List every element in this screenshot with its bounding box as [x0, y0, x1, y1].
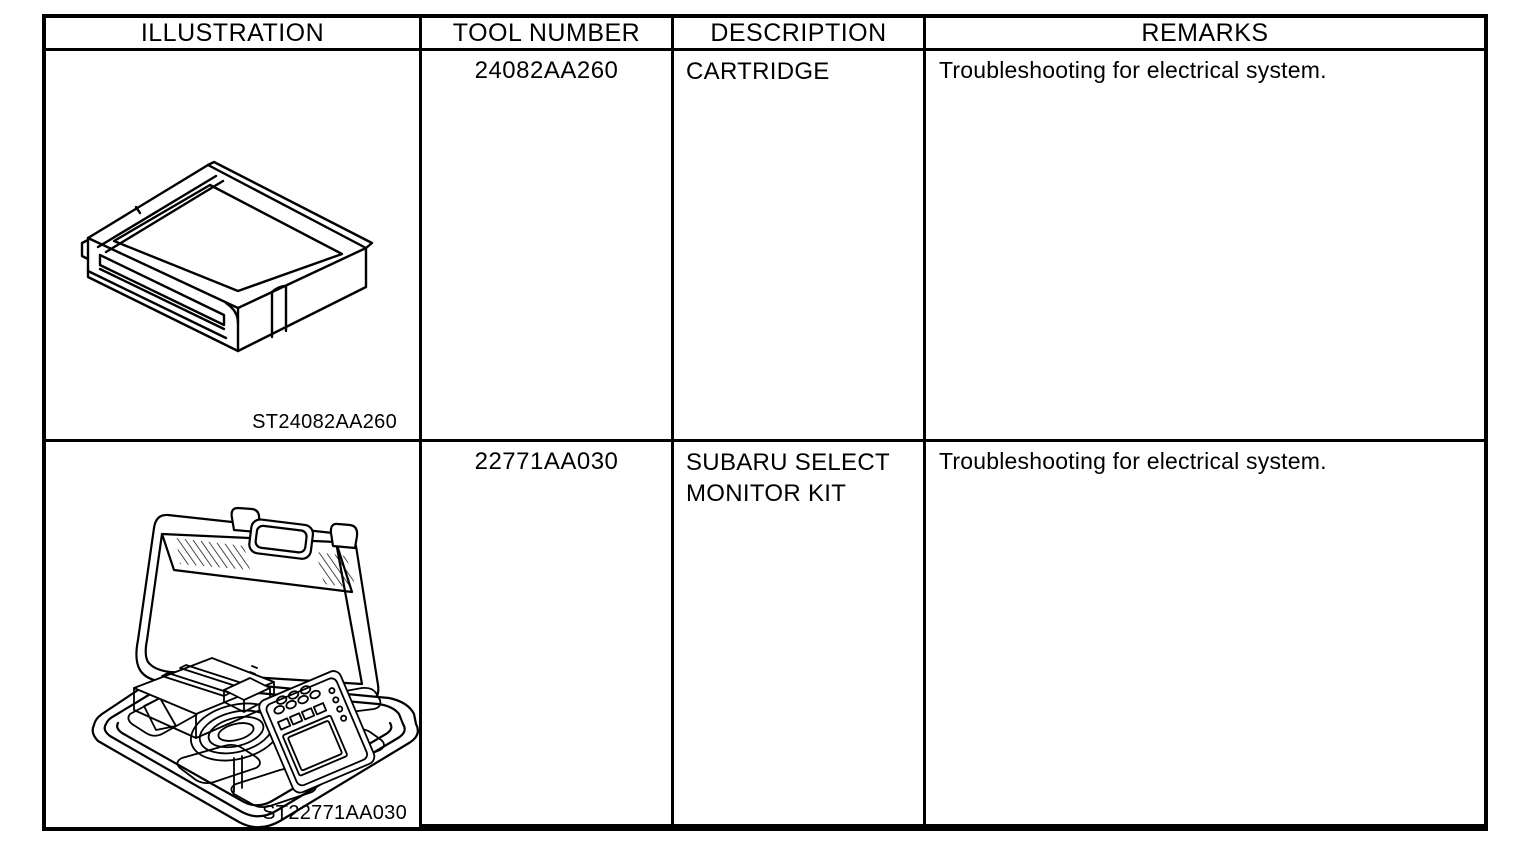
header-illustration-label: ILLUSTRATION	[140, 18, 325, 47]
row1-illustration-cell	[46, 51, 422, 442]
header-description-label: DESCRIPTION	[710, 18, 887, 47]
header-remarks	[926, 18, 1484, 51]
select-monitor-kit-illustration	[84, 500, 422, 827]
illustration-caption: ST24082AA260	[252, 411, 397, 433]
cartridge-icon	[76, 155, 406, 405]
row1-description: CARTRIDGE	[674, 51, 926, 442]
header-tool-number	[422, 18, 674, 51]
row1-remarks: Troubleshooting for electrical system.	[926, 51, 1484, 442]
tool-case-icon	[84, 500, 422, 827]
row2-remarks: Troubleshooting for electrical system.	[926, 442, 1484, 827]
row2-description: SUBARU SELECT MONITOR KIT	[674, 442, 926, 827]
header-illustration	[46, 18, 422, 51]
row2-illustration-cell	[46, 442, 422, 827]
illustration-caption: ST22771AA030	[262, 802, 407, 824]
special-tools-table	[42, 14, 1488, 831]
header-remarks-label: REMARKS	[1141, 18, 1269, 47]
header-tool-number-label: TOOL NUMBER	[452, 18, 641, 47]
row2-tool-number: 22771AA030	[422, 442, 674, 827]
header-description	[674, 18, 926, 51]
row1-tool-number: 24082AA260	[422, 51, 674, 442]
cartridge-illustration	[76, 155, 406, 405]
